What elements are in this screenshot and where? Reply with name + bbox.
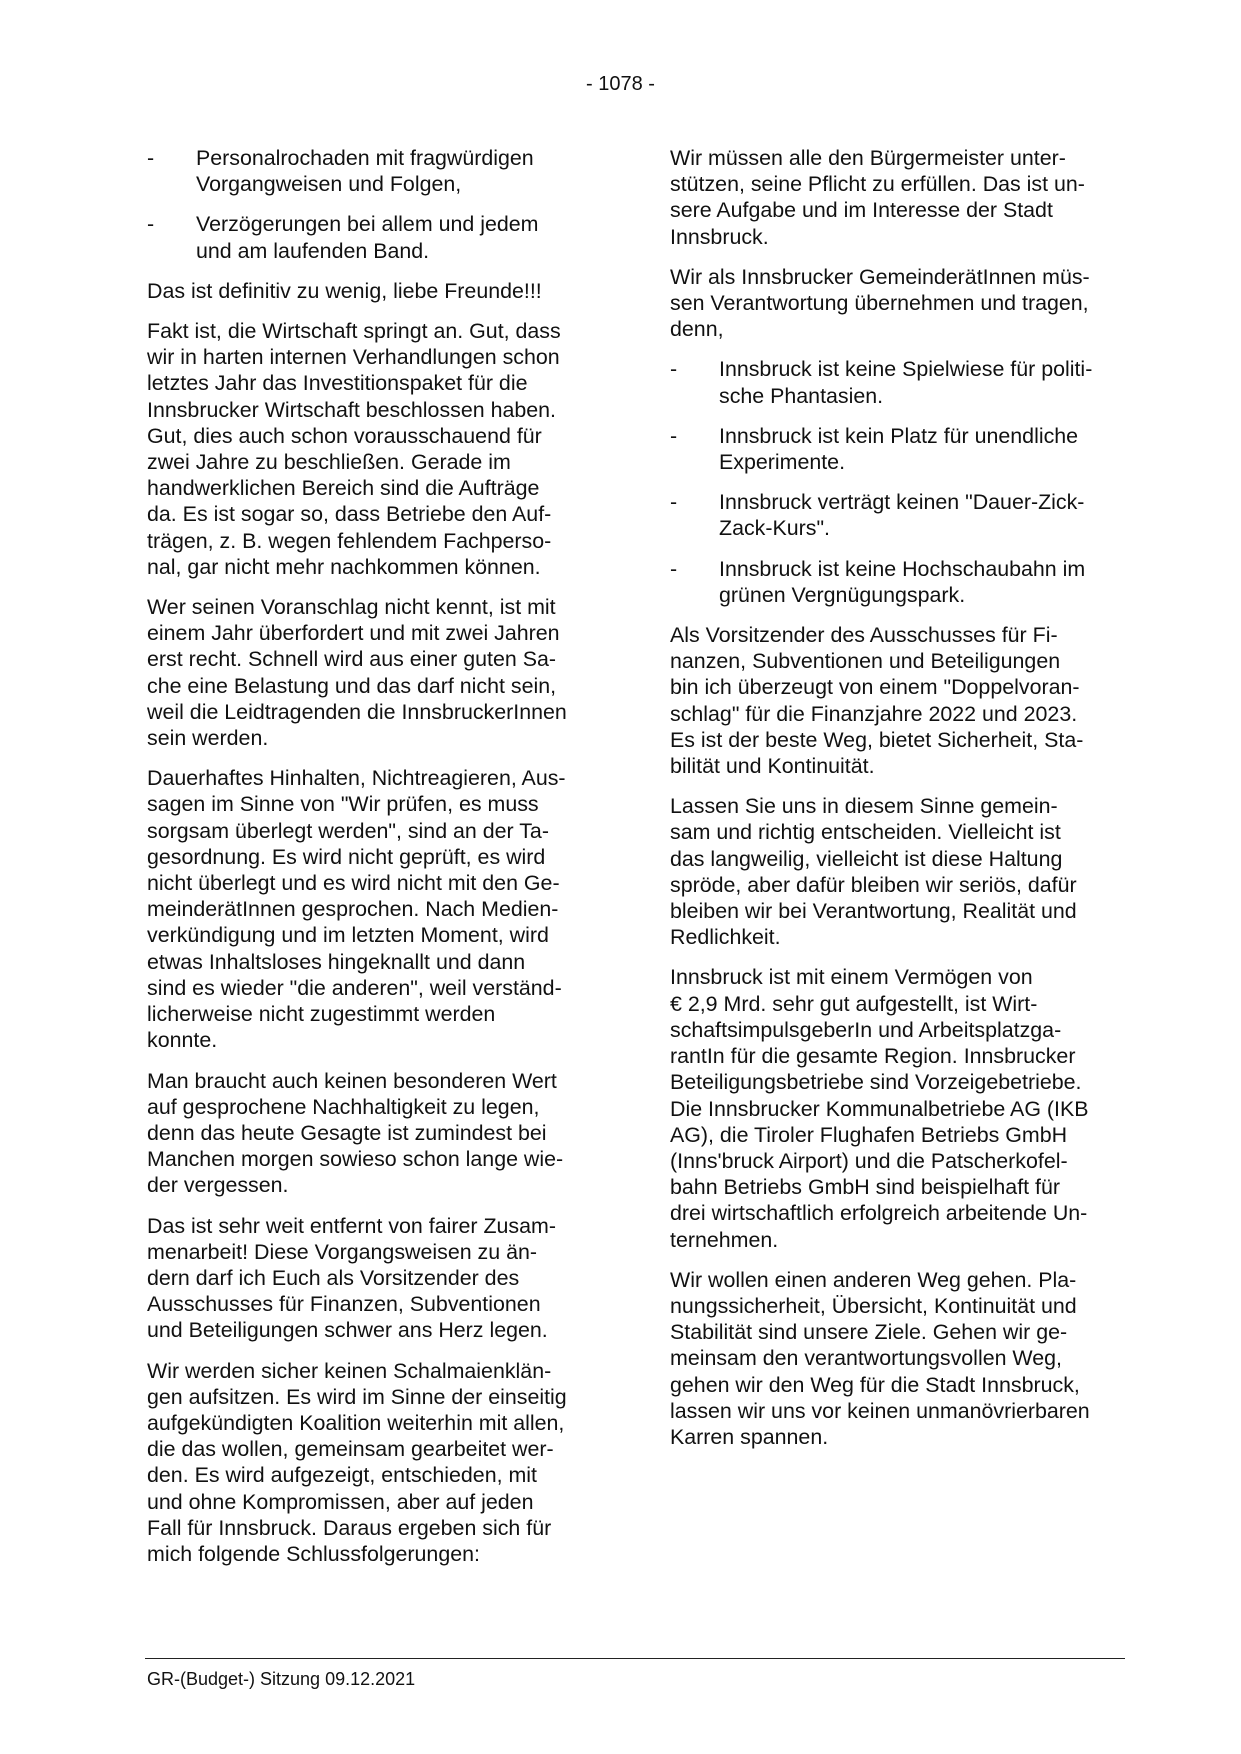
bullet-dash: - (670, 423, 678, 448)
line: aufgekündigten Koalition weiterhin mit allen, (147, 1410, 565, 1435)
line: meinsam den verantwortungsvollen Weg, (670, 1346, 1062, 1371)
line: Fall für Innsbruck. Daraus ergeben sich für (147, 1515, 552, 1540)
line: und am laufenden Band. (196, 238, 430, 263)
line: Es ist der beste Weg, bietet Sicherheit, Sta- (670, 727, 1084, 752)
line: Ausschusses für Finanzen, Subventionen (147, 1292, 541, 1317)
line: Wir müssen alle den Bürgermeister unter- (670, 146, 1066, 170)
line: handwerklichen Bereich sind die Aufträge (147, 476, 540, 501)
right-column (670, 145, 1120, 1464)
bullet-dash: - (670, 556, 678, 581)
line: nal, gar nicht mehr nachkommen können. (147, 554, 541, 579)
bullet-item (670, 556, 1120, 608)
line: bahn Betriebs GmbH sind beispielhaft für (670, 1175, 1060, 1200)
line: Man braucht auch keinen besonderen Wert (147, 1068, 557, 1093)
paragraph (147, 278, 597, 304)
line: sam und richtig entscheiden. Vielleicht ist (670, 820, 1061, 845)
line: Dauerhaftes Hinhalten, Nichtreagieren, Aus- (147, 766, 566, 791)
line: Wir werden sicher keinen Schalmaienklän- (147, 1358, 552, 1383)
paragraph (670, 264, 1120, 343)
line: sagen im Sinne von "Wir prüfen, es muss (147, 792, 539, 817)
paragraph (147, 1358, 597, 1568)
line: (Inns'bruck Airport) und die Patscherkofel- (670, 1148, 1068, 1173)
line: Innsbruck ist keine Hochschaubahn im (719, 556, 1086, 581)
line: auf gesprochene Nachhaltigkeit zu legen, (147, 1094, 540, 1119)
line: weil die Leidtragenden die InnsbruckerInnen (147, 699, 567, 724)
line: trägen, z. B. wegen fehlendem Fachperso- (147, 528, 552, 553)
line: nanzen, Subventionen und Beteiligungen (670, 649, 1061, 674)
line: nungssicherheit, Übersicht, Kontinuität und (670, 1293, 1077, 1318)
line: etwas Inhaltsloses hingeknallt und dann (147, 949, 526, 974)
line: Wer seinen Voranschlag nicht kennt, ist mit (147, 595, 556, 620)
line: menarbeit! Diese Vorgangsweisen zu än- (147, 1239, 538, 1264)
line: € 2,9 Mrd. sehr gut aufgestellt, ist Wirt- (670, 991, 1038, 1016)
line: Redlichkeit. (670, 925, 781, 950)
paragraph (670, 622, 1120, 779)
paragraph (670, 964, 1120, 1252)
line: lassen wir uns vor keinen unmanövrierbaren (670, 1398, 1090, 1423)
paragraph (670, 793, 1120, 950)
line: Innsbruck ist mit einem Vermögen von (670, 965, 1033, 990)
line: drei wirtschaftlich erfolgreich arbeitende Un- (670, 1201, 1088, 1226)
line: Verzögerungen bei allem und jedem (196, 212, 539, 237)
line: Zack-Kurs". (719, 516, 830, 541)
bullet-item (670, 489, 1120, 541)
line: wir in harten internen Verhandlungen schon (147, 345, 560, 370)
line: Die Innsbrucker Kommunalbetriebe AG (IKB (670, 1096, 1089, 1121)
bullet-item (147, 211, 597, 263)
line: da. Es ist sogar so, dass Betriebe den Auf- (147, 502, 552, 527)
line: denn das heute Gesagte ist zumindest bei (147, 1120, 547, 1145)
line: Wir als Innsbrucker GemeinderätInnen müs- (670, 264, 1090, 289)
bullet-item (670, 356, 1120, 408)
line: der vergessen. (147, 1173, 289, 1198)
line: Vorgangweisen und Folgen, (196, 172, 462, 197)
line: sein werden. (147, 726, 269, 751)
line: sen Verantwortung übernehmen und tragen, (670, 291, 1089, 316)
line: rantIn für die gesamte Region. Innsbrucker (670, 1044, 1076, 1069)
line: Gut, dies auch schon vorausschauend für (147, 423, 542, 448)
line: sind es wieder "die anderen", weil verständ- (147, 975, 562, 1000)
line: Das ist definitiv zu wenig, liebe Freunde!!! (147, 278, 542, 303)
line: sche Phantasien. (719, 383, 884, 408)
line: zwei Jahre zu beschließen. Gerade im (147, 450, 511, 475)
line: sere Aufgabe und im Interesse der Stadt (670, 198, 1053, 223)
line: Beteiligungsbetriebe sind Vorzeigebetriebe. (670, 1070, 1082, 1095)
line: und ohne Kompromissen, aber auf jeden (147, 1489, 534, 1514)
line: bin ich überzeugt von einem "Doppelvoran- (670, 675, 1080, 700)
paragraph (147, 318, 597, 580)
line: spröde, aber dafür bleiben wir seriös, dafür (670, 872, 1077, 897)
page-number: - 1078 - (586, 73, 655, 95)
bullet-dash: - (670, 490, 678, 515)
line: schlag" für die Finanzjahre 2022 und 2023. (670, 701, 1078, 726)
line: Personalrochaden mit fragwürdigen (196, 146, 534, 170)
line: konnte. (147, 1028, 218, 1053)
line: Innsbruck ist kein Platz für unendliche (719, 423, 1079, 448)
bullet-dash: - (147, 146, 155, 170)
paragraph (670, 145, 1120, 250)
paragraph (147, 765, 597, 1053)
line: che eine Belastung und das darf nicht sein, (147, 673, 557, 698)
line: Karren spannen. (670, 1424, 829, 1449)
line: Manchen morgen sowieso schon lange wie- (147, 1147, 564, 1172)
line: stützen, seine Pflicht zu erfüllen. Das ist un- (670, 172, 1085, 197)
line: den. Es wird aufgezeigt, entschieden, mit (147, 1463, 538, 1488)
line: letztes Jahr das Investitionspaket für die (147, 371, 528, 396)
bullet-item (147, 145, 597, 197)
paragraph (147, 1068, 597, 1199)
line: Das ist sehr weit entfernt von fairer Zusam- (147, 1213, 556, 1238)
paragraph (147, 594, 597, 751)
line: meinderätInnen gesprochen. Nach Medien- (147, 897, 559, 922)
line: Wir wollen einen anderen Weg gehen. Pla- (670, 1267, 1077, 1292)
line: denn, (670, 317, 724, 342)
line: ternehmen. (670, 1227, 779, 1252)
line: Innsbrucker Wirtschaft beschlossen haben. (147, 397, 557, 422)
bullet-dash: - (147, 212, 155, 237)
line: bleiben wir bei Verantwortung, Realität und (670, 899, 1077, 924)
line: Stabilität sind unsere Ziele. Gehen wir ge- (670, 1320, 1068, 1345)
line: verkündigung und im letzten Moment, wird (147, 923, 549, 948)
line: das langweilig, vielleicht ist diese Haltung (670, 846, 1063, 871)
line: Innsbruck verträgt keinen "Dauer-Zick- (719, 490, 1085, 515)
bullet-dash: - (670, 357, 678, 382)
footer-text: GR-(Budget-) Sitzung 09.12.2021 (147, 1669, 416, 1689)
footer-divider (145, 1658, 1125, 1659)
line: grünen Vergnügungspark. (719, 582, 966, 607)
line: erst recht. Schnell wird aus einer guten Sa- (147, 647, 557, 672)
line: dern darf ich Euch als Vorsitzender des (147, 1265, 520, 1290)
line: die das wollen, gemeinsam gearbeitet wer- (147, 1437, 554, 1462)
line: Experimente. (719, 450, 846, 475)
bullet-item (670, 423, 1120, 475)
line: Als Vorsitzender des Ausschusses für Fi- (670, 623, 1058, 648)
line: Fakt ist, die Wirtschaft springt an. Gut, dass (147, 319, 561, 344)
line: nicht überlegt und es wird nicht mit den Ge- (147, 871, 560, 896)
line: gehen wir den Weg für die Stadt Innsbruck, (670, 1372, 1080, 1397)
line: schaftsimpulsgeberIn und Arbeitsplatzga- (670, 1017, 1062, 1042)
line: und Beteiligungen schwer ans Herz legen. (147, 1318, 548, 1343)
line: einem Jahr überfordert und mit zwei Jahren (147, 621, 560, 646)
line: sorgsam überlegt werden", sind an der Ta- (147, 818, 549, 843)
line: AG), die Tiroler Flughafen Betriebs GmbH (670, 1122, 1068, 1147)
line: Lassen Sie uns in diesem Sinne gemein- (670, 794, 1058, 819)
line: gen aufsitzen. Es wird im Sinne der einseitig (147, 1384, 567, 1409)
line: bilität und Kontinuität. (670, 754, 875, 779)
left-column (147, 145, 597, 1581)
line: Innsbruck ist keine Spielwiese für politi- (719, 357, 1093, 382)
line: Innsbruck. (670, 224, 769, 249)
paragraph (147, 1213, 597, 1344)
line: mich folgende Schlussfolgerungen: (147, 1541, 480, 1566)
line: gesordnung. Es wird nicht geprüft, es wird (147, 844, 546, 869)
paragraph (670, 1267, 1120, 1450)
line: licherweise nicht zugestimmt werden (147, 1002, 496, 1027)
